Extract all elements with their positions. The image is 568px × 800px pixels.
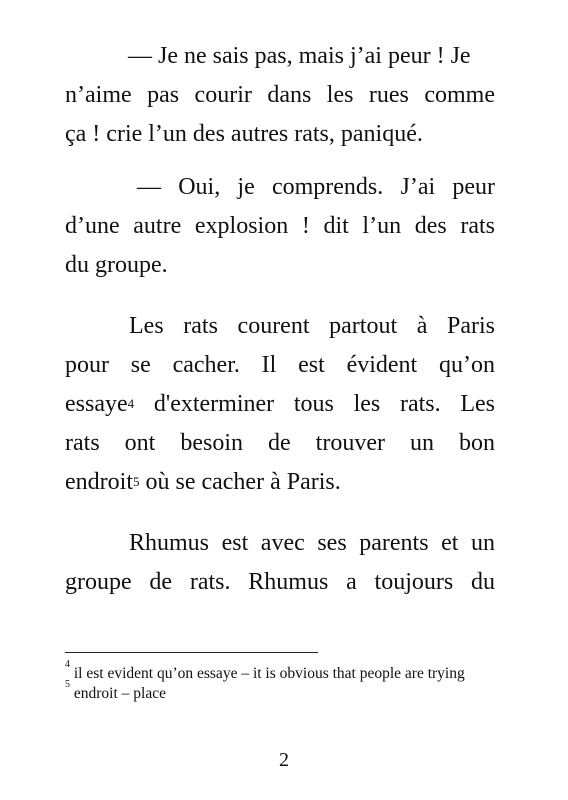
footnote-text: il est evident qu’on essaye – it is obvious that people are trying [73,665,465,682]
text-line: — Je ne sais pas, mais j’ai peur ! Je [128,43,471,69]
footnote-number: 5 [65,678,70,690]
text-line: Les rats courent partout à Paris [129,313,495,339]
text-segment: d'exterminer tous les rats. Les [153,391,496,417]
footnote-ref-4: 4 [127,396,135,411]
text-line: — Oui, je comprends. J’ai peur [137,174,495,200]
footnote-text: endroit – place [73,685,166,702]
footnote-number: 4 [65,658,70,670]
text-line [65,385,495,424]
footnote-4 [65,658,495,684]
footnote-5 [65,678,495,704]
text-line: d’une autre explosion ! dit l’un des rats [65,213,495,239]
text-line: groupe de rats. Rhumus a toujours du [65,569,495,595]
page-number: 2 [279,749,289,771]
footnote-separator [65,652,318,653]
paragraph-3 [65,307,495,502]
text-segment: essaye [65,391,128,417]
footnote-ref-5: 5 [132,474,140,489]
paragraph-2 [65,168,495,285]
text-segment: endroit [65,469,133,495]
text-line: du groupe. [65,252,168,278]
footnotes [65,658,495,704]
text-line: pour se cacher. Il est évident qu’on [65,352,495,378]
paragraph-1 [65,37,495,154]
text-line: ça ! crie l’un des autres rats, paniqué. [65,121,423,147]
text-line [65,463,495,502]
text-line: rats ont besoin de trouver un bon [65,430,495,456]
text-line: Rhumus est avec ses parents et un [129,530,495,556]
paragraph-4 [65,524,495,602]
text-line: n’aime pas courir dans les rues comme [65,82,495,108]
text-segment: où se cacher à Paris. [145,469,341,495]
